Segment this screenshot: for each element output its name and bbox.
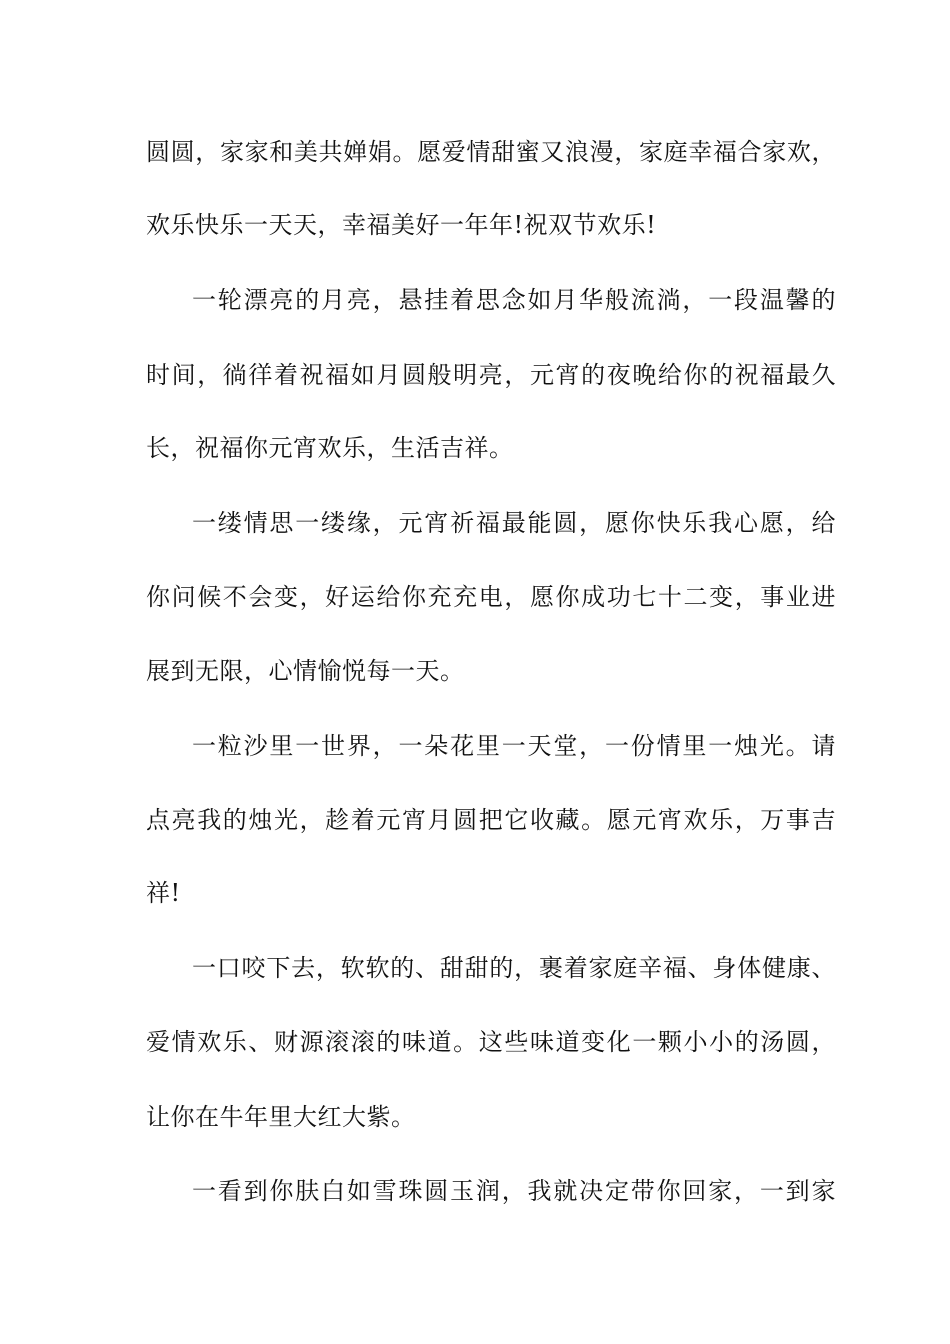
text-line: 展到无限，心情愉悦每一天。	[146, 657, 465, 685]
text-line: 祥!	[146, 879, 181, 907]
paragraph-first-line: 一粒沙里一世界，一朵花里一天堂，一份情里一烛光。请	[192, 732, 836, 760]
text-line: 你问候不会变，好运给你充充电，愿你成功七十二变，事业进	[146, 583, 836, 611]
text-line: 欢乐快乐一天天，幸福美好一年年!祝双节欢乐!	[146, 211, 657, 239]
text-line: 让你在牛年里大红大紫。	[146, 1103, 416, 1131]
text-line: 圆圆，家家和美共婵娟。愿爱情甜蜜又浪漫，家庭幸福合家欢，	[146, 138, 836, 166]
text-line: 长，祝福你元宵欢乐，生活吉祥。	[146, 434, 514, 462]
paragraph-first-line: 一看到你肤白如雪珠圆玉润，我就决定带你回家，一到家	[192, 1177, 836, 1205]
paragraph-first-line: 一口咬下去，软软的、甜甜的，裹着家庭辛福、身体健康、	[192, 954, 836, 982]
text-line: 点亮我的烛光，趁着元宵月圆把它收藏。愿元宵欢乐，万事吉	[146, 806, 836, 834]
paragraph-first-line: 一缕情思一缕缘，元宵祈福最能圆，愿你快乐我心愿，给	[192, 509, 836, 537]
text-line: 爱情欢乐、财源滚滚的味道。这些味道变化一颗小小的汤圆，	[146, 1028, 836, 1056]
paragraph-first-line: 一轮漂亮的月亮，悬挂着思念如月华般流淌，一段温馨的	[192, 286, 836, 314]
text-line: 时间，徜徉着祝福如月圆般明亮，元宵的夜晚给你的祝福最久	[146, 361, 836, 389]
